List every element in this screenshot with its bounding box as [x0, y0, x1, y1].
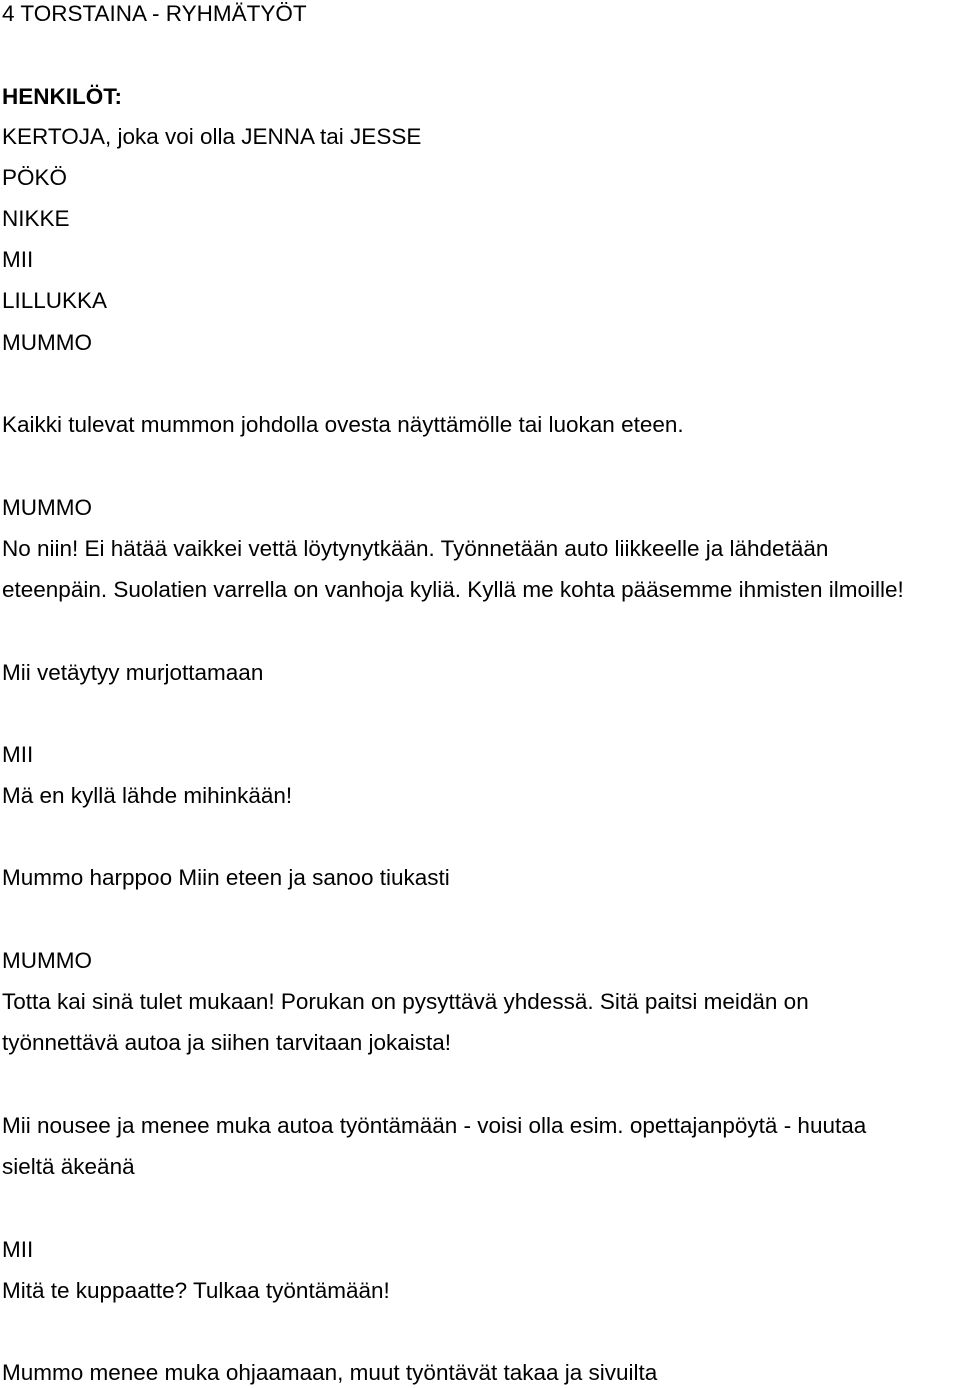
stage-direction: Mii nousee ja menee muka autoa työntämään - voisi olla esim. opettajanpöytä - huutaa [2, 1113, 867, 1138]
dialogue-line: eteenpäin. Suolatien varrella on vanhoja kyliä. Kyllä me kohta pääsemme ihmisten ilmoille! [2, 577, 904, 602]
character-item: NIKKE [2, 206, 70, 231]
character-item: PÖKÖ [2, 165, 68, 190]
speaker-name: MUMMO [2, 948, 92, 973]
stage-direction: sieltä äkeänä [2, 1154, 135, 1179]
dialogue-line: Totta kai sinä tulet mukaan! Porukan on pysyttävä yhdessä. Sitä paitsi meidän on [2, 989, 809, 1014]
speaker-name: MUMMO [2, 495, 92, 520]
character-item: MUMMO [2, 330, 92, 355]
speaker-name: MII [2, 1237, 34, 1262]
character-item: LILLUKKA [2, 288, 108, 313]
dialogue-line: Mä en kyllä lähde mihinkään! [2, 783, 293, 808]
dialogue-line: No niin! Ei hätää vaikkei vettä löytynytkään. Työnnetään auto liikkeelle ja lähdetään [2, 536, 829, 561]
dialogue-line: työnnettävä autoa ja siihen tarvitaan jokaista! [2, 1030, 452, 1055]
stage-direction: Mummo harppoo Miin eteen ja sanoo tiukasti [2, 865, 450, 890]
dialogue-line: Mitä te kuppaatte? Tulkaa työntämään! [2, 1278, 390, 1303]
characters-heading: HENKILÖT: [2, 84, 122, 109]
character-item: KERTOJA, joka voi olla JENNA tai JESSE [2, 124, 422, 149]
stage-direction: Kaikki tulevat mummon johdolla ovesta näyttämölle tai luokan eteen. [2, 412, 684, 437]
document-title: 4 TORSTAINA - RYHMÄTYÖT [2, 1, 307, 26]
stage-direction: Mummo menee muka ohjaamaan, muut työntävät takaa ja sivuilta [2, 1360, 658, 1385]
speaker-name: MII [2, 742, 34, 767]
stage-direction: Mii vetäytyy murjottamaan [2, 660, 264, 685]
character-item: MII [2, 247, 34, 272]
